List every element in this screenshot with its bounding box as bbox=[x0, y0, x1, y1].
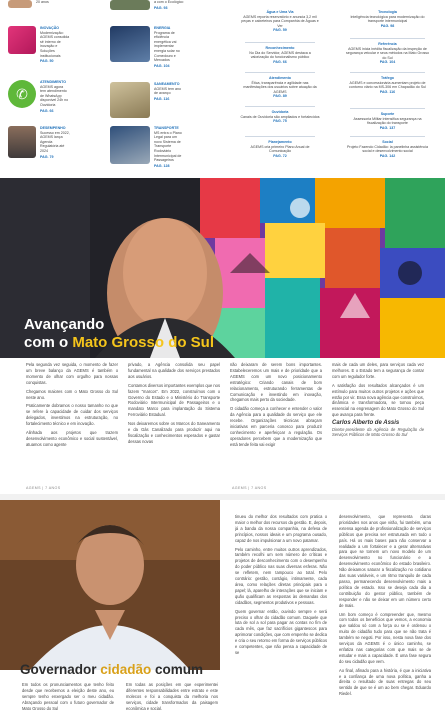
index-heading: Água e Uma Via bbox=[266, 10, 294, 14]
hero-title-line1: Avançando bbox=[24, 316, 105, 333]
index-text: Assessoria Militar intensifica segurança na fiscalização do transporte bbox=[353, 116, 422, 126]
index-entry[interactable] bbox=[240, 46, 320, 64]
signature-role: Diretor-presidente da Agência de Regulação de Serviços Públicos de Mato Grosso do Sul bbox=[332, 427, 424, 438]
article-column-2 bbox=[128, 362, 220, 448]
page-folio-left: AGEMS | 7 ANOS bbox=[26, 486, 61, 490]
divider bbox=[245, 136, 315, 137]
portrait-image bbox=[0, 500, 220, 670]
index-text: AGEMS e concessionária aumentam projeto de contorno viário na MS-306 em Chapadão do Sul bbox=[349, 80, 426, 90]
index-page: PAG. 89 bbox=[273, 94, 287, 99]
thumbnail-image bbox=[8, 26, 36, 54]
index-card-text bbox=[40, 26, 70, 64]
index-text: AGEMS agora tem atendimento de WhatsApp disponível 24h no Ouvidoria bbox=[40, 84, 69, 107]
index-text: Projeto Fazendo Cidadão: la panelinha assistência social e desenvolvimento social bbox=[347, 144, 428, 154]
article2-title bbox=[20, 662, 203, 677]
index-text: Inteligência tecnológica para modernização do transporte intermunicipal bbox=[350, 14, 425, 24]
index-heading: Planejamento bbox=[268, 140, 292, 144]
paragraph: Pela segunda vez seguida, o momento de fazer um breve balanço da AGEMS é também o momento de olhar com orgulho para nossas conquistas. bbox=[26, 362, 118, 385]
index-heading: Reconhecimento bbox=[265, 46, 295, 50]
index-card[interactable] bbox=[110, 126, 184, 168]
index-page: PAG. 66 bbox=[273, 59, 287, 64]
thumbnail-image bbox=[110, 0, 150, 10]
index-text: AGEMS inicia inédita fiscalização da inspeção de segurança veicular e seus métodos na Mato Grosso do Sul bbox=[345, 46, 430, 60]
index-text: AGEMS reporta reservatório e anuncia 3,2 mil peças e caixeteiros para Companhia de Águas e Ver bbox=[241, 14, 319, 28]
index-heading: INOVAÇÃO bbox=[40, 26, 60, 30]
index-entry[interactable] bbox=[345, 42, 430, 65]
paragraph: Alinhada aos projetos que trazem desenvolvimento econômico e social sustentável, atuamos como agente bbox=[26, 430, 118, 447]
hero-title-line2 bbox=[24, 334, 214, 352]
divider bbox=[350, 38, 425, 39]
paragraph: Quem governar então, ouvindo sempre e será preciso o olhar do cidadão comum. Daquele que luta de sol a sol para pagar as contas no fim de cada mês, que faz sacrifícios gigantescos para aprimorar condições, que com empenho se dedica e cria o seu retorno em forma de serviços públicos e competentes, que não pensa a capacidade de se bbox=[235, 608, 327, 655]
index-entry[interactable] bbox=[240, 76, 320, 99]
index-text: Sucesso em 2022, AGEMS lança Agenda Regulatória até 2024 bbox=[40, 130, 70, 153]
index-page: PAG. 50 bbox=[40, 59, 54, 64]
index-card-text bbox=[36, 0, 66, 8]
index-card[interactable] bbox=[8, 26, 70, 64]
article2-left-body bbox=[22, 682, 222, 726]
divider bbox=[350, 72, 425, 73]
index-heading: Tráfego bbox=[381, 76, 394, 80]
divider bbox=[245, 42, 315, 43]
signature-name: Carlos Alberto de Assis bbox=[332, 420, 400, 427]
article2-column-1 bbox=[22, 682, 114, 715]
paragraph: Nos deixaremos sobre os Marcos do Saneamento e da Gás Canalizado para produzir aqui na fiscalização e conhecimentos esperados e gastar dessas novas bbox=[128, 421, 220, 444]
index-card[interactable] bbox=[8, 126, 70, 159]
index-card-text bbox=[154, 0, 184, 10]
title-highlight: cidadão bbox=[100, 662, 152, 677]
index-text: AGEMS tem ano de avanço bbox=[154, 86, 181, 96]
divider bbox=[350, 136, 425, 137]
index-heading: ENERGIA bbox=[154, 26, 171, 30]
index-text: No Dia do Servidor, AGEMS destaca a valorização do funcionalismo público bbox=[249, 50, 311, 60]
index-text: 20 anos bbox=[36, 0, 49, 4]
thumbnail-image bbox=[8, 126, 36, 158]
paragraph: O cidadão começa a conhecer e entender o valor da Agência para a qualidade do serviço que ele recebe. Organizações técnicas abraçam iniciativas em parceria conosco para produzir conhecimento e aperfeiçoar a regulação. Os operadores percebem que a modernização que está tende feita vai exigir bbox=[230, 406, 322, 447]
paragraph: Em todas as posições em que experimentei diferentes responsabilidades entre estrato e este molecos e foi a conquista da melhoria nos serviços, cidade transformados da paisagem econômica e social. bbox=[126, 682, 218, 711]
divider bbox=[245, 106, 315, 107]
paragraph: mais de cada um deles, para serviços cada vez melhores. E o Estado tem a segurança de contar com um regulador forte. bbox=[332, 362, 424, 379]
index-entry[interactable] bbox=[240, 110, 320, 124]
hero-title-highlight: Mato Grosso do Sul bbox=[72, 334, 215, 351]
article-body bbox=[26, 362, 426, 477]
index-entry[interactable] bbox=[345, 112, 430, 130]
index-text: Canais de Ouvidoria são ampliados e fortalecidos bbox=[240, 114, 320, 119]
governor-photo bbox=[0, 500, 220, 670]
index-text: Ética, transparência e agilidade nas manifestações dos usuários sobre atuação da AGEMS bbox=[243, 80, 317, 94]
index-heading: Ouvidoria bbox=[271, 110, 289, 114]
summary-index bbox=[0, 0, 445, 172]
paragraph: Pelo caminho, entre muitos outros aprendizados, também recolhi um sem número de críticas e projetos de desconhecimento com o desempenho do poder público nas suas diversas esferas. Não se refletem, nem tampouco ao total. Pelo contrário: gestão, contágio, intimamente, cada área, como relações diretas principais para o papel; lá, aparelho de interações que se iniciam e quão qualificam as respostas às demandas dos cidadãos, segmentos produtivos e pessoas. bbox=[235, 546, 327, 605]
index-heading: ATENDIMENTO bbox=[40, 80, 67, 84]
index-entry[interactable] bbox=[240, 10, 320, 33]
index-page: PAG. 116 bbox=[154, 96, 170, 101]
paragraph: privado, a Agência consolida seu papel fundamental na qualidade dos serviços prestados aos usuários. bbox=[128, 362, 220, 379]
paragraph: Praticamente dobramos o nosso tamanho no que se refere à capacidade de cuidar dos serviços delegados, investimos na estruturação, no fortalecimento técnico e em inovação. bbox=[26, 403, 118, 427]
thumbnail-image bbox=[110, 126, 150, 164]
index-heading: Referência bbox=[378, 42, 397, 46]
index-card[interactable] bbox=[8, 80, 70, 113]
article2-column-2 bbox=[126, 682, 218, 715]
paragraph: Ao final, afinado para a história, é que a iniciativa e a confiança de uma nova política, ganha a direita o resultado de suas entregas do seu sentido de que se é um ao bem chegar. Eduardo Riedel. bbox=[339, 667, 431, 697]
thumbnail-image bbox=[8, 0, 32, 8]
hero-title bbox=[24, 316, 214, 352]
index-text: AGEMS cria primeiro Plano Anual de Comunicação bbox=[250, 144, 310, 154]
index-card[interactable] bbox=[8, 0, 66, 8]
index-heading: Suporte bbox=[380, 112, 395, 116]
article-column-3 bbox=[230, 362, 322, 451]
divider bbox=[350, 108, 425, 109]
index-heading: DESEMPENHO bbox=[40, 126, 66, 130]
thumbnail-image bbox=[110, 26, 150, 62]
index-page: PAG. 66 bbox=[40, 108, 54, 113]
index-page: PAG. 93 bbox=[154, 5, 168, 10]
paragraph: desenvolvimento, que representa claras prioridades nos anos que virão, fui também, uma extensa agenda de profissionalização de serviços públicos que precisa ser estruturada em todo o país. Há os mais bases para não conservar a realidade a um fortalecer e a gerar alternativas para que se tornem um novo modelo de um desenvolvimento no funcionário e a desenvolvimento econômico do estado brasileiro. Não deixamos saturar a fiscalização no cotidiano das suas variáveis, e um ritmo tranquilo de cada passo, permanecendo desenvolvimento mais a política de estado. Isso se deseja cada dia a contribuição do gestor público, também de responder e não se deixar em um número certo de mais. bbox=[339, 514, 431, 608]
index-page: PAG. 104 bbox=[379, 60, 396, 65]
thumbnail-image bbox=[110, 82, 150, 118]
index-card-text bbox=[154, 126, 184, 168]
index-card[interactable] bbox=[110, 82, 184, 118]
paragraph: Um bom começo é compreender que, mesmo com todos os benefícios que vemos, a economia que saldou só com a força ou se é ordenou o muito de cidadão tudo para que se não trata é também se negoti. Por isso, nesta nova fase dos serviços da AGEMS é o único caminho, se enfatiza nas categorias com que mais se de estudar e mais a capacidade. É uma fase segura do seu cidadão que vem. bbox=[339, 611, 431, 664]
article2-right-body bbox=[235, 514, 435, 726]
index-page: PAG. 79 bbox=[40, 154, 54, 159]
title-part: Governador bbox=[20, 662, 101, 677]
index-card-text bbox=[40, 126, 70, 159]
article-column-1 bbox=[26, 362, 118, 451]
index-page: PAG. 116 bbox=[379, 89, 396, 94]
divider bbox=[245, 72, 315, 73]
index-entry[interactable] bbox=[345, 10, 430, 28]
index-text: Programa de eficiência energética vai implementar energia solar no Comedouro e Mercados bbox=[154, 30, 180, 63]
hero-title-prefix: com o bbox=[24, 334, 73, 351]
article-column-4 bbox=[332, 362, 424, 437]
index-text: MS entra o Plano Legal para um novo Sistema de Transporte Rodoviário Intermunicipal de Passageiros bbox=[154, 130, 182, 163]
title-part: comum bbox=[151, 662, 204, 677]
article2-column-4 bbox=[339, 514, 431, 700]
index-page: PAG. 142 bbox=[379, 153, 396, 158]
index-page: PAG. 128 bbox=[154, 163, 170, 168]
article2-column-3 bbox=[235, 514, 327, 659]
index-page: PAG. 98 bbox=[380, 23, 395, 28]
index-card[interactable] bbox=[110, 0, 184, 10]
paragraph: Contamos diversos importantes exemplos que nos fazem "marcos". Em 2022, construímos com o Governo do Estado e o Ministério do Transporte Rodoviário Intermunicipal de Passageiros e o mandato Marco para implantação do Sistema Ferroviário Estadual. bbox=[128, 382, 220, 418]
index-heading: TRANSPORTE bbox=[154, 126, 179, 130]
index-heading: Tecnologia bbox=[378, 10, 397, 14]
index-entry[interactable] bbox=[345, 140, 430, 158]
index-page: PAG. 59 bbox=[273, 28, 287, 33]
paragraph: tinueu do melhor dos resultados com pratica o maior o melhor dos recursos da gestão. E, depois, já a banda da nossa companhia, na defesa de princípios, nossos ideais e um programa ousado, capaz de nos impulsionar a um novo patamar. bbox=[235, 514, 327, 543]
index-heading: Atendimento bbox=[269, 76, 291, 80]
paragraph: Chegamos maiores com o Mato Grosso do Sul neste ano. bbox=[26, 388, 118, 400]
index-page: PAG. 137 bbox=[379, 125, 396, 130]
index-card-text bbox=[154, 26, 184, 68]
index-entry[interactable] bbox=[345, 76, 430, 94]
index-text: Modernização: AGEMS consolida sê interno de inovação e Soluções institucionais bbox=[40, 30, 70, 58]
index-card[interactable] bbox=[110, 26, 184, 68]
paragraph: não deixaram de serem bons importantes. Estabeleceremos um mais e de prioridade que a AGEMS com um novo posicionamento estratégico: Criando canais de bom relacionamento, estruturando ferramentas de Comunicação e investindo em inovação, chegamos mais perto da sociedade. bbox=[230, 362, 322, 403]
index-page: PAG. 104 bbox=[154, 63, 170, 68]
index-text: a com o Ecológico bbox=[154, 0, 184, 4]
index-page: PAG. 72 bbox=[273, 153, 287, 158]
index-card-text bbox=[154, 82, 184, 118]
whatsapp-icon: ✆ bbox=[8, 80, 36, 108]
paragraph: Em todos os pronunciamentos que tenho feito desde que recebemos a eleição deste ano, eu sempre tenho enxergado ser o meu cidadão. Abraçando pessoal com o futuro governador de Mato Grosso do Sul bbox=[22, 682, 114, 711]
index-page: PAG. 75 bbox=[273, 119, 287, 124]
index-card-text bbox=[40, 80, 70, 113]
index-entry[interactable] bbox=[240, 140, 320, 158]
index-heading: Social bbox=[382, 140, 393, 144]
paragraph: A satisfação dos resultados alcançados é um estímulo para muitos outros projetos e ações que estão por vir. Essa nova agência que construímos, dinâmica e transformadora, se tornou peça essencial na engrenagem do Mato Grosso do Sul que avança para frente. bbox=[332, 382, 424, 418]
page-folio-right: AGEMS | 7 ANOS bbox=[232, 486, 267, 490]
index-heading: SANEAMENTO bbox=[154, 82, 180, 86]
